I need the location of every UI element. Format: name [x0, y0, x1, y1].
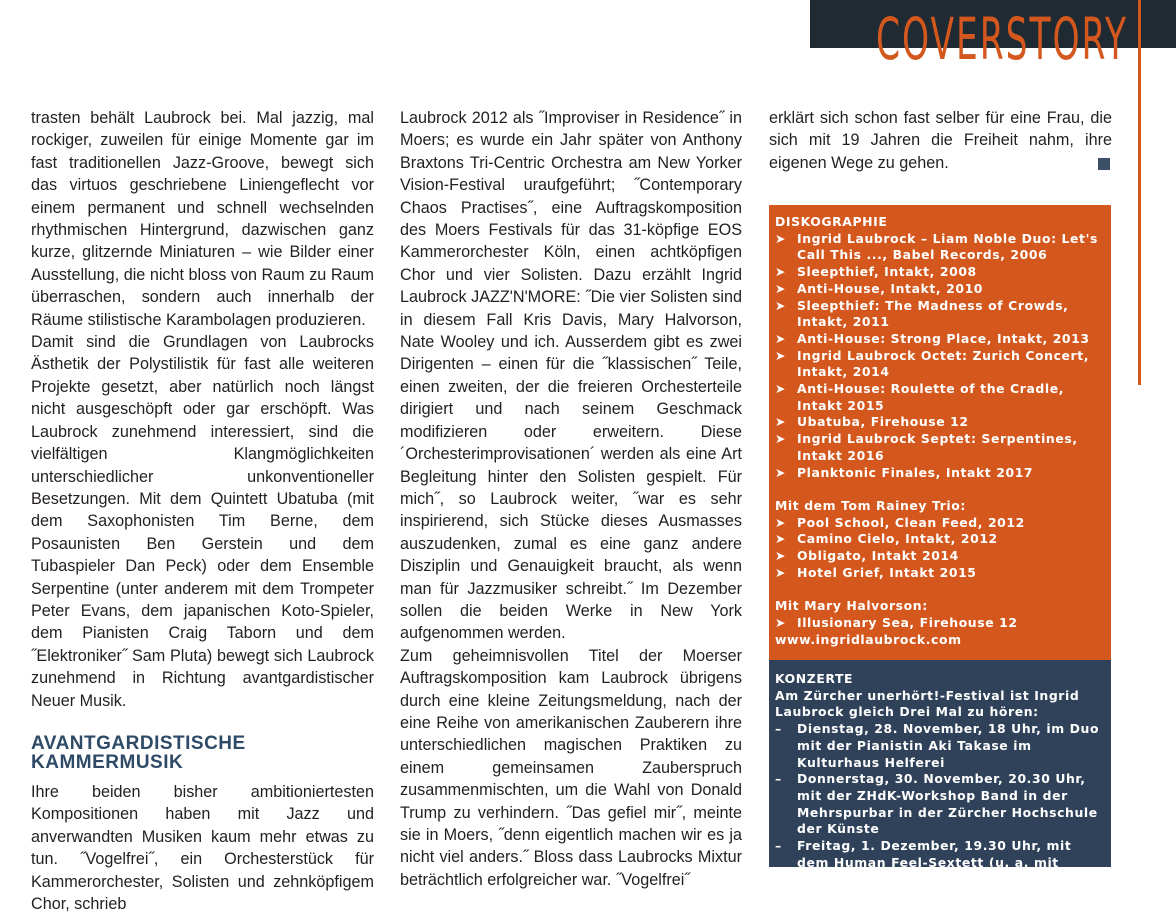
halvorson-heading: Mit Mary Halvorson:	[775, 598, 928, 614]
discography-item-text: Anti-House: Roulette of the Cradle, Intakt 2015	[797, 381, 1065, 413]
discography-item	[775, 231, 1105, 264]
concert-item-text: Dienstag, 28. November, 18 Uhr, im Duo mit der Pianistin Aki Takase im Kulturhaus Helferei	[797, 721, 1100, 770]
article-column-3	[769, 107, 1112, 174]
paragraph: trasten behält Laubrock bei. Mal jazzig, mal rockiger, zuweilen für einige Momente gar im fast traditionellen Jazz-Groove, bewegt sich das virtuos geschriebene Liniengeflecht vor einem permanent und schnell wechselnden rhythmischen Hintergrund, dazwischen ganz kurze, glitzernde Miniaturen – wie Bilder einer Ausstellung, die nicht bloss von Raum zu Raum überraschen, sondern auch innerhalb der Räume stilistische Karambolagen produzieren.	[31, 109, 374, 329]
article-column-2	[400, 107, 742, 891]
subheading	[31, 734, 374, 772]
concerts-box	[769, 660, 1111, 904]
discography-item	[775, 281, 1105, 298]
rainey-item-text: Pool School, Clean Feed, 2012	[797, 514, 1025, 530]
section-title: COVERSTORY	[876, 5, 1129, 73]
bullet-icon: ➤	[775, 330, 786, 346]
bullet-icon: ➤	[775, 514, 786, 530]
rainey-item-text: Obligato, Intakt 2014	[797, 548, 959, 564]
bullet-icon: ➤	[775, 264, 786, 280]
discography-item-text: Anti-House: Strong Place, Intakt, 2013	[797, 330, 1090, 346]
concerts-intro: Am Zürcher unerhört!-Festival ist Ingrid Laubrock gleich Drei Mal zu hören:	[775, 687, 1080, 720]
discography-list	[775, 231, 1105, 482]
rainey-item-text: Hotel Grief, Intakt 2015	[797, 564, 977, 580]
paragraph: Zum geheimnisvollen Titel der Moerser Auftragskomposition kam Laubrock übrigens durch eine kleine Zeitungsmeldung, nach der eine Reihe von amerikanischen Zauberern ihre unterschiedlichen magischen Praktiken zu einem gemeinsamen Zauberspruch zusammenmischten, um die Wahl von Donald Trump zu verhindern. ˝Das gefiel mir˝, meinte sie in Moers, ˝denn eigentlich machen wir es ja nicht viel anders.˝ Bloss dass Laubrocks Mixtur beträchtlich erfolgreicher war. ˝Vogelfrei˝	[400, 646, 742, 889]
discography-item	[775, 431, 1105, 464]
halvorson-item	[775, 615, 1105, 632]
bullet-icon: ➤	[775, 464, 786, 480]
discography-heading: DISKOGRAPHIE	[775, 214, 888, 229]
halvorson-item-text: Illusionary Sea, Firehouse 12	[797, 614, 1018, 630]
discography-box	[769, 205, 1111, 660]
concert-item-text: Freitag, 1. Dezember, 19.30 Uhr, mit dem Human Feel-Sextett (u. a. mit William Parker und Hamid Drake) Clubraum der Roten Fabrik	[797, 838, 1072, 904]
subheading-line: AVANTGARDISTISCHE	[31, 732, 246, 754]
header-rule	[1138, 0, 1141, 385]
end-square-icon	[1098, 158, 1110, 170]
discography-item	[775, 414, 1105, 431]
article-column-1	[31, 107, 374, 915]
concerts-heading: KONZERTE	[775, 671, 854, 686]
paragraph-text: erklärt sich schon fast selber für eine Frau, die sich mit 19 Jahren die Freiheit nahm, ihre eigenen Wege zu gehen.	[769, 109, 1112, 172]
bullet-icon: ➤	[775, 548, 786, 564]
rainey-item	[775, 531, 1105, 548]
bullet-icon: ➤	[775, 347, 786, 363]
bullet-icon: –	[775, 771, 782, 787]
discography-item-text: Sleepthief: The Madness of Crowds, Intakt, 2011	[797, 297, 1069, 330]
concert-item	[775, 771, 1105, 838]
bullet-icon: ➤	[775, 614, 786, 630]
discography-item	[775, 264, 1105, 281]
concert-item	[775, 721, 1105, 771]
paragraph	[769, 107, 1112, 174]
bullet-icon: –	[775, 838, 782, 854]
rainey-item	[775, 565, 1105, 582]
bullet-icon: ➤	[775, 381, 786, 397]
discography-item	[775, 348, 1105, 381]
bullet-icon: ➤	[775, 531, 786, 547]
discography-item	[775, 331, 1105, 348]
paragraph: Laubrock 2012 als ˝Improviser in Residence˝ in Moers; es wurde ein Jahr später von Anthony Braxtons Tri-Centric Orchestra am New Yorker Vision-Festival uraufgeführt; ˝Contemporary Chaos Practises˝, eine Auftragskomposition des Moers Festivals für das 31-köpfige EOS Kammerorchester Köln, einen achtköpfigen Chor und vier Solisten. Dazu erzählt Ingrid Laubrock JAZZ'N'MORE: ˝Die vier Solisten sind in diesem Fall Kris Davis, Mary Halvorson, Nate Wooley und ich. Ausserdem gibt es zwei Dirigenten – einen für die ˝klassischen˝ Teile, einen zweiten, der die freieren Orchesterteile dirigiert und nach seinem Geschmack modifizieren oder erweitern. Diese ´Orchesterimprovisationen´ werden als eine Art Begleitung hinter den Solisten gespielt. Für mich˝, so Laubrock weiter, ˝war es sehr inspirierend, sich Stücke dieses Ausmasses auszudenken, zumal es eine ganz andere Disziplin und Genauigkeit braucht, als wenn man für Jazzmusiker schreibt.˝ Im Dezember sollen die beiden Werke in New York aufgenommen werden.	[400, 109, 742, 643]
bullet-icon: ➤	[775, 564, 786, 580]
website-link[interactable]: www.ingridlaubrock.com	[775, 631, 962, 647]
concert-item-text: Donnerstag, 30. November, 20.30 Uhr, mit der ZHdK-Workshop Band in der Mehrspurbar in der Zürcher Hochschule der Künste	[797, 771, 1098, 837]
paragraph: Ihre beiden bisher ambitioniertesten Kompositionen haben mit Jazz und anverwandten Musiken kaum mehr etwas zu tun. ˝Vogelfrei˝, ein Orchesterstück für Kammerorchester, Solisten und zehnköpfigem Chor, schrieb	[31, 782, 374, 913]
discography-item-text: Ingrid Laubrock Septet: Serpentines, Intakt 2016	[797, 431, 1078, 463]
discography-item	[775, 381, 1105, 414]
concert-item	[775, 838, 1105, 905]
discography-item-text: Ingrid Laubrock Octet: Zurich Concert, Intakt, 2014	[797, 347, 1090, 380]
rainey-heading: Mit dem Tom Rainey Trio:	[775, 497, 966, 513]
subheading-line: KAMMERMUSIK	[31, 751, 184, 773]
discography-item-text: Ingrid Laubrock – Liam Noble Duo: Let's Call This ..., Babel Records, 2006	[797, 230, 1098, 263]
paragraph: Damit sind die Grundlagen von Laubrocks Ästhetik der Polystilistik für fast alle weiteren Projekte gesetzt, aber natürlich noch längst nicht ausgeschöpft oder gar erschöpft. Was Laubrock zunehmend interessiert, sind die vielfältigen Klangmöglichkeiten unterschiedlicher unkonventioneller Besetzungen. Mit dem Quintett Ubatuba (mit dem Saxophonisten Tim Berne, dem Posaunisten Ben Gerstein und dem Tubaspieler Dan Peck) oder dem Ensemble Serpentine (unter anderem mit dem Trompeter Peter Evans, dem japanischen Koto-Spieler, dem Pianisten Craig Taborn und dem ˝Elektroniker˝ Sam Pluta) bewegt sich Laubrock zunehmend in Richtung avantgardistischer Neuer Musik.	[31, 333, 374, 710]
discography-item	[775, 465, 1105, 482]
discography-item	[775, 298, 1105, 331]
bullet-icon: ➤	[775, 280, 786, 296]
bullet-icon: –	[775, 721, 782, 737]
bullet-icon: ➤	[775, 230, 786, 246]
discography-item-text: Sleepthief, Intakt, 2008	[797, 264, 977, 280]
halvorson-list	[775, 615, 1105, 632]
concerts-list	[775, 721, 1105, 905]
discography-item-text: Anti-House, Intakt, 2010	[797, 280, 984, 296]
rainey-item	[775, 515, 1105, 532]
bullet-icon: ➤	[775, 431, 786, 447]
bullet-icon: ➤	[775, 414, 786, 430]
bullet-icon: ➤	[775, 297, 786, 313]
rainey-item-text: Camino Cielo, Intakt, 2012	[797, 531, 998, 547]
rainey-list	[775, 515, 1105, 582]
rainey-item	[775, 548, 1105, 565]
discography-item-text: Planktonic Finales, Intakt 2017	[797, 464, 1034, 480]
discography-item-text: Ubatuba, Firehouse 12	[797, 414, 969, 430]
